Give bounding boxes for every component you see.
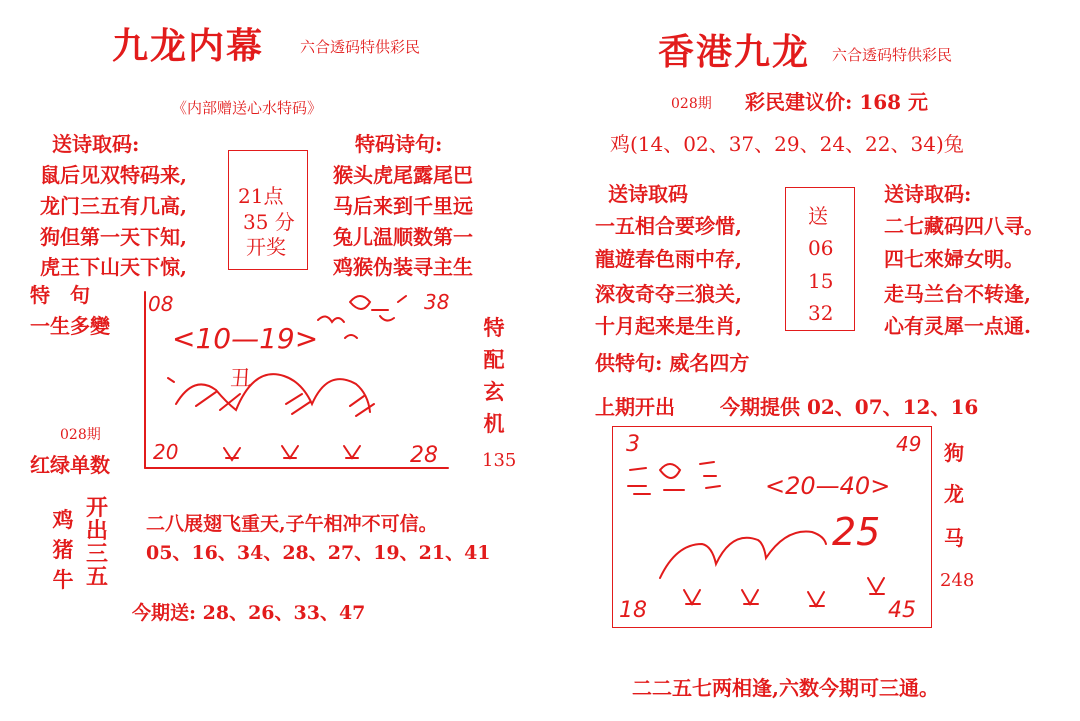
left-title: 九龙内幕: [112, 25, 265, 67]
right-provide: 今期提供 02、07、12、16: [720, 395, 979, 419]
left-zodiac-1: 鸡: [52, 507, 74, 532]
left-scribble-2: [350, 296, 370, 309]
right-arrow-2: [742, 590, 758, 604]
right-side-248: 248: [940, 570, 975, 591]
right-last-open: 上期开出: [595, 395, 675, 419]
right-side-dog: 狗: [944, 441, 964, 465]
left-wave-hatch: [196, 392, 374, 416]
left-tema-line-1: 猴头虎尾露尾巴: [333, 163, 473, 187]
right-arrow-4: [868, 578, 884, 594]
left-poem-line-4: 虎王下山天下惊,: [40, 255, 187, 279]
left-mountain-wave: [168, 374, 370, 412]
right-hw-49: 49: [896, 432, 922, 456]
left-hw-20: 20: [153, 440, 179, 464]
left-hw-range: <10—19>: [172, 322, 319, 355]
right-box-num-3: 32: [808, 301, 834, 325]
left-side-char-1: 特: [483, 315, 505, 340]
left-hw-38: 38: [424, 290, 450, 314]
left-open-char-4: 五: [85, 564, 108, 590]
left-tema-line-3: 兔儿温顺数第一: [333, 225, 473, 249]
left-scribble-4: [345, 335, 357, 338]
right-poem-header-left: 送诗取码: [608, 182, 688, 206]
left-zodiac-2: 猪: [52, 537, 74, 562]
right-box-num-2: 15: [808, 269, 834, 293]
right-scribble-2: [660, 464, 684, 490]
left-teju-text: 一生多變: [30, 314, 110, 338]
left-num-135: 135: [482, 450, 517, 471]
left-open-char-2: 出: [85, 518, 108, 544]
left-box-line-2: 35 分: [243, 210, 295, 234]
left-line-2: 05、16、34、28、27、19、21、41: [146, 542, 491, 564]
right-poem-left-2: 龍遊春色雨中存,: [595, 247, 742, 271]
right-scribble-3: [700, 462, 720, 488]
right-poem-right-4: 心有灵犀一点通.: [884, 314, 1031, 338]
right-arrow-1: [684, 590, 700, 604]
left-hw-28: 28: [410, 443, 438, 468]
right-poem-right-3: 走马兰台不转逢,: [884, 282, 1031, 306]
right-title: 香港九龙: [658, 31, 811, 73]
left-scribble-1: [318, 316, 344, 322]
right-side-dragon: 龙: [944, 482, 964, 506]
right-hw-3: 3: [626, 432, 640, 457]
left-line-1: 二八展翅飞重天,子午相冲不可信。: [146, 513, 438, 535]
left-hw-chou: 丑: [230, 367, 253, 392]
right-teju: 供特句: 威名四方: [595, 351, 750, 375]
right-mountain-wave: [660, 532, 826, 578]
left-send: 今期送: 28、26、33、47: [132, 602, 366, 624]
left-hw-08: 08: [148, 292, 174, 316]
left-arrow-2: [282, 446, 298, 458]
left-box-line-3: 开奖: [246, 235, 286, 259]
right-box-send: 送: [808, 204, 828, 228]
right-ji-line: 鸡(14、02、37、29、24、22、34)兔: [610, 132, 964, 156]
left-poem-line-3: 狗但第一天下知,: [40, 225, 187, 249]
right-title-sub: 六合透码特供彩民: [832, 46, 953, 64]
left-arrow-3: [344, 446, 360, 458]
right-bottom-line: 二二五七两相逢,六数今期可三通。: [632, 676, 939, 700]
right-arrow-3: [808, 592, 824, 606]
right-hw-range: <20—40>: [765, 472, 891, 500]
left-poem-line-2: 龙门三五有几高,: [40, 194, 187, 218]
right-poem-left-3: 深夜奇夺三狼关,: [595, 282, 742, 306]
left-subtitle: 《内部赠送心水特码》: [172, 99, 323, 117]
right-hw-18: 18: [619, 598, 647, 623]
left-side-char-2: 配: [483, 347, 505, 372]
left-tema-line-4: 鸡猴伪装寻主生: [333, 255, 473, 279]
right-suggest-price: 彩民建议价: 168 元: [745, 90, 929, 114]
left-teju-label: 特 句: [30, 283, 90, 307]
right-hw-25: 25: [832, 510, 881, 554]
left-open-char-3: 三: [85, 541, 108, 567]
right-poem-right-1: 二七藏码四八寻。: [884, 214, 1044, 238]
left-open-char-1: 开: [85, 495, 108, 521]
right-issue: 028期: [671, 96, 712, 112]
left-scribble-3: [372, 296, 406, 321]
left-arrow-1: [224, 448, 240, 460]
left-title-sub: 六合透码特供彩民: [300, 38, 421, 56]
right-poem-left-1: 一五相合要珍惜,: [595, 214, 742, 238]
left-poem-header: 送诗取码:: [52, 132, 140, 156]
right-hw-45: 45: [888, 598, 916, 623]
left-hongl-label: 红绿单数: [30, 453, 110, 477]
left-box-line-1: 21点: [238, 184, 284, 208]
left-side-char-3: 玄: [483, 379, 505, 404]
right-box-num-1: 06: [808, 236, 834, 260]
left-zodiac-3: 牛: [52, 567, 74, 592]
right-side-horse: 马: [944, 526, 964, 550]
right-poem-right-2: 四七來婦女明。: [884, 247, 1024, 271]
left-tema-header: 特码诗句:: [355, 132, 443, 156]
left-tema-line-2: 马后来到千里远: [333, 194, 473, 218]
left-side-char-4: 机: [483, 411, 505, 436]
right-poem-left-4: 十月起来是生肖,: [595, 314, 742, 338]
right-poem-header-right: 送诗取码:: [884, 182, 972, 206]
left-poem-line-1: 鼠后见双特码来,: [40, 163, 187, 187]
right-scribble-1: [628, 468, 650, 494]
left-issue: 028期: [60, 427, 101, 443]
